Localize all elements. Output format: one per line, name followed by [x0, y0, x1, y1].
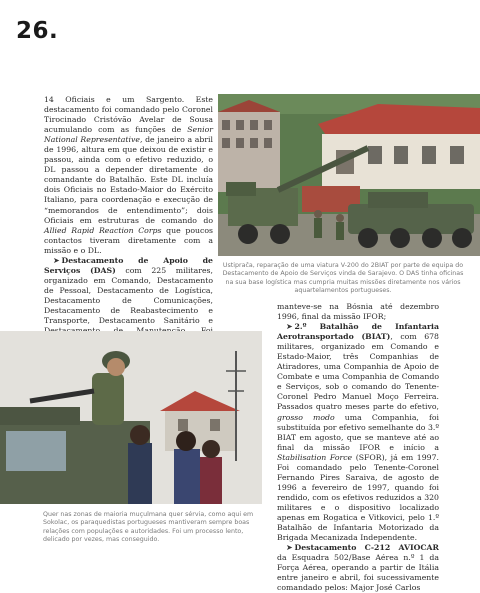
text-column-right: [277, 302, 439, 593]
bullet-arrow-icon: ➤: [286, 543, 293, 553]
italic-term: grosso modo: [277, 412, 335, 422]
photo-vehicle-repair-illustration: [218, 94, 480, 256]
text-run: uma Companhia, foi substituída por efetivo semelhante do 3.º BIAT em agosto, que se manteve até ao final da missão IFOR e início a: [277, 412, 439, 452]
photo-paratrooper-children-illustration: [0, 331, 262, 504]
photo-paratrooper-children: [0, 331, 262, 504]
text-run: com 225 militares, organizado em Comando, Destacamento de Pessoal, Destacamento de Logística, Destacamento de Comunicações, Destacamento de Reabastecimento e Transporte, Destacamento Sanitário e: [44, 265, 214, 326]
bold-heading: 2.º Batalhão de Infantaria Aerotransportado (BIAT): [277, 322, 439, 342]
bullet-arrow-icon: ➤: [286, 322, 293, 332]
text-run: 14 Oficiais e um Sargento. Este destacamento foi comandado pelo Coronel Tirocinado Cristóvão Avelar de Sousa acumulando com as funções de: [44, 95, 213, 135]
text-run: (SFOR), já em 1997. Foi comandado pelo Tenente-Coronel Fernando Pires Saraiva, de agosto de 1996 a fevereiro de 1997, quando foi rendido, com os efetivos reduzidos a 320 militares e o dispositivo localizado apenas em Rogatica e Vitkovici, pelo 1.º Batalhão de Infantaria Motorizado da Brigada Mecanizada Independente.: [277, 452, 439, 543]
bullet-arrow-icon: ➤: [53, 255, 60, 265]
italic-term: Senior National Representative: [44, 125, 213, 145]
caption-photo-paratrooper-children: Quer nas zonas de maioria muçulmana quer sérvia, como aqui em Sokolac, os paraquedistas portugueses mantiveram sempre boas relações com populações e autoridades. Foi um processo lento, delicado por vezes, mas conseguido.: [43, 511, 254, 543]
text-run: manteve-se na Bósnia até dezembro 1996, final da missão IFOR;: [277, 302, 439, 322]
bold-heading: Destacamento de Apoio de Serviços (DAS): [44, 255, 213, 275]
text-run: , de janeiro a abril de 1996, altura em que deixou de existir e passou, ainda com o efetivo reduzido, o DL passou a depender diretamente do comandante do Batalhão. Este DL incluía dois Oficiais no Estado-Maior do Exército Italiano, para coordenação e execução de “memorandos de entendimento”; dois Oficiais em estruturas de comando do: [44, 135, 213, 225]
paragraph-aviocar: [277, 543, 439, 593]
italic-term: Allied Rapid Reaction Corps: [44, 225, 162, 235]
paragraph-dl: [44, 95, 213, 256]
italic-term: Stabilisation Force: [277, 452, 353, 462]
paragraph-das-continued: [277, 302, 439, 322]
text-run: que poucos contactos tiveram diretamente com a missão e o DL.: [44, 225, 213, 255]
photo-vehicle-repair: [218, 94, 480, 256]
text-run: , com 678 militares, organizado em Comando e Estado-Maior, três Companhias de Atiradores, uma Companhia de Apoio de Combate e uma Companhia de Comando e Serviços, sob o comando do Tenente-Coronel Pedro Manuel Moço Ferreira. Passados quatro meses parte do efetivo,: [277, 332, 439, 412]
paragraph-biat: [277, 322, 439, 543]
text-run: da Esquadra 502/Base Aérea n.º 1 da Força Aérea, operando a partir de Itália entre janeiro e abril, foi sucessivamente comandado pelos: Major José Carlos: [277, 553, 439, 593]
bold-heading: Destacamento C-212 AVIOCAR: [294, 543, 439, 553]
page-number: 26.: [16, 18, 59, 44]
caption-photo-vehicle-repair: Ustiprača, reparação de uma viatura V-200 do 2BIAT por parte de equipa do Destacamento de Apoio de Serviços vinda de Sarajevo. O DAS tinha oficinas na sua base logística mas cumpria muitas missões diretamente nos vários aquartelamentos portugueses.: [222, 262, 464, 294]
